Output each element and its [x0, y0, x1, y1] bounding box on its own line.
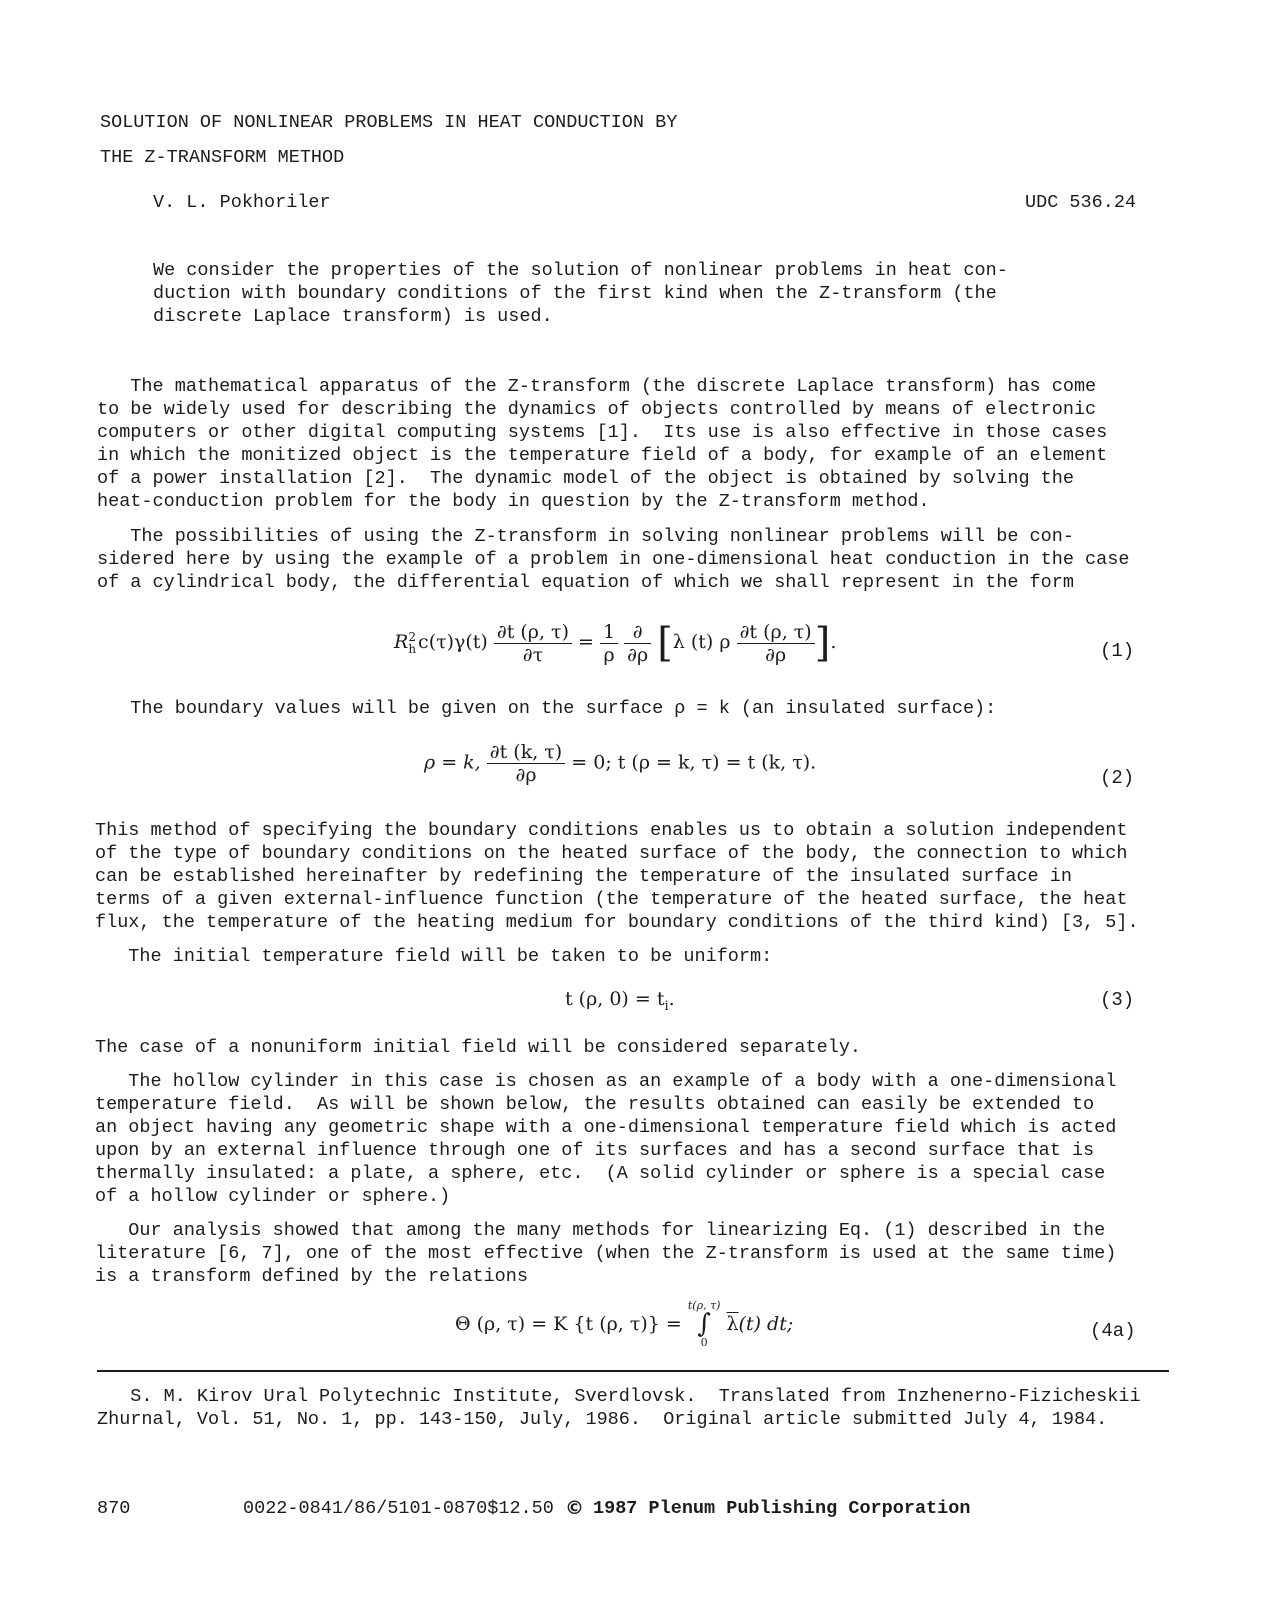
text-line: The possibilities of using the Z-transform in solving nonlinear problems will be con- [97, 526, 1074, 547]
integral-sign: ∫ [697, 1309, 711, 1339]
text-line: terms of a given external-influence function (the temperature of the heated surface, the heat [95, 889, 1128, 910]
eq4a-lambda: $\overline{\lambda}$ [726, 1313, 739, 1335]
text-line: Our analysis showed that among the many methods for linearizing Eq. (1) described in the [95, 1220, 1106, 1241]
eq1-left-bracket: [ [657, 620, 673, 666]
eq1-fraction-1: $\frac{\partial t (\rho, \tau)}{\partial\tau}$ [494, 621, 572, 666]
text-line: This method of specifying the boundary conditions enables us to obtain a solution independent [95, 820, 1128, 841]
text-line: an object having any geometric shape with a one-dimensional temperature field which is acted [95, 1117, 1117, 1138]
eq4a-integral [688, 1300, 721, 1348]
page-number: 870 [97, 1498, 131, 1519]
text-line: upon by an external influence through one of its surfaces and has a second surface that is [95, 1140, 1095, 1161]
eq2-part-2: = 0; t (ρ = k, τ) = t (k, τ). [571, 751, 817, 774]
eq4a-left: Θ (ρ, τ) = K {t (ρ, τ)} = [455, 1313, 682, 1335]
eq1-equals: = [578, 631, 594, 653]
footnote-line: Zhurnal, Vol. 51, No. 1, pp. 143-150, July, 1986. Original article submitted July 4, 1984. [97, 1409, 1108, 1430]
text-line: The boundary values will be given on the surface ρ = k (an insulated surface): [97, 698, 997, 719]
equation-1-number: (1) [1100, 640, 1135, 662]
copyright-icon: © [565, 1497, 584, 1519]
abstract-line: duction with boundary conditions of the first kind when the Z-transform (the [153, 283, 997, 304]
text-line: temperature field. As will be shown below, the results obtained can easily be extended to [95, 1094, 1095, 1115]
eq4a-after: (t) dt; [738, 1313, 794, 1335]
footnote-rule [97, 1370, 1169, 1372]
title-line-1: SOLUTION OF NONLINEAR PROBLEMS IN HEAT CONDUCTION BY [100, 112, 678, 133]
eq2-fraction: $\frac{\partial t (k, \tau)}{\partial\rho}$ [487, 741, 565, 786]
eq1-sup: 2 [408, 630, 416, 644]
eq1-fraction-4: $\frac{\partial t (\rho, \tau)}{\partial\rho}$ [737, 621, 815, 666]
udc-code: UDC 536.24 [1025, 192, 1137, 213]
text-line: of a power installation [2]. The dynamic model of the object is obtained by solving the [97, 468, 1074, 489]
text-line: of a cylindrical body, the differential equation of which we shall represent in the form [97, 572, 1074, 593]
text-line: is a transform defined by the relations [95, 1266, 528, 1287]
text-line: of the type of boundary conditions on the heated surface of the body, the connection to which [95, 843, 1128, 864]
text-line: The mathematical apparatus of the Z-transform (the discrete Laplace transform) has come [97, 376, 1097, 397]
eq1-R: R [394, 631, 409, 653]
text-line: of a hollow cylinder or sphere.) [95, 1186, 451, 1207]
eq1-inner: λ (t) ρ [672, 631, 731, 653]
text-line: flux, the temperature of the heating medium for boundary conditions of the third kind) [3, 5]. [95, 912, 1139, 933]
eq4a-lower-limit: 0 [700, 1336, 708, 1349]
text-line: can be established hereinafter by redefining the temperature of the insulated surface in [95, 866, 1072, 887]
eq3-sub: i [664, 998, 669, 1014]
eq2-part-1: ρ = k, [424, 751, 481, 774]
text-line: literature [6, 7], one of the most effective (when the Z-transform is used at the same time) [95, 1243, 1117, 1264]
author: V. L. Pokhoriler [153, 192, 331, 213]
equation-3 [565, 988, 675, 1014]
equation-3-number: (3) [1100, 989, 1135, 1011]
article-code: 0022-0841/86/5101-0870$12.50 [243, 1498, 554, 1519]
equation-4a [455, 1300, 793, 1348]
abstract-line: We consider the properties of the solution of nonlinear problems in heat con- [153, 260, 1008, 281]
eq3-period: . [668, 988, 675, 1010]
eq1-mid: c(τ)γ(t) [418, 631, 488, 653]
eq1-right-bracket: ] [814, 620, 831, 666]
eq4a-upper-limit: t(ρ, τ) [687, 1299, 721, 1312]
equation-1 [394, 620, 836, 666]
equation-2-number: (2) [1100, 767, 1135, 789]
text-line: sidered here by using the example of a problem in one-dimensional heat conduction in the case [97, 549, 1130, 570]
eq1-fraction-3: $\frac{\partial}{\partial\rho}$ [624, 621, 651, 666]
eq3-text: t (ρ, 0) = t [565, 988, 665, 1010]
eq1-sub: h [408, 642, 417, 656]
text-line: The initial temperature field will be taken to be uniform: [95, 946, 773, 967]
eq1-period: . [830, 631, 837, 653]
text-line: The hollow cylinder in this case is chosen as an example of a body with a one-dimensional [95, 1071, 1117, 1092]
text-line: thermally insulated: a plate, a sphere, etc. (A solid cylinder or sphere is a special case [95, 1163, 1106, 1184]
equation-2 [424, 741, 816, 786]
text-line: computers or other digital computing systems [1]. Its use is also effective in those cases [97, 422, 1108, 443]
equation-4a-number: (4a) [1090, 1320, 1136, 1342]
text-line: in which the monitized object is the temperature field of a body, for example of an element [97, 445, 1108, 466]
text-line: to be widely used for describing the dynamics of objects controlled by means of electronic [97, 399, 1097, 420]
abstract-line: discrete Laplace transform) is used. [153, 306, 553, 327]
text-line: The case of a nonuniform initial field will be considered separately. [95, 1037, 862, 1058]
publisher: 1987 Plenum Publishing Corporation [593, 1498, 971, 1519]
eq1-fraction-2: $\frac{1}{\rho}$ [600, 621, 618, 666]
text-line: heat-conduction problem for the body in question by the Z-transform method. [97, 491, 930, 512]
title-line-2: THE Z-TRANSFORM METHOD [100, 147, 345, 168]
footnote-line: S. M. Kirov Ural Polytechnic Institute, Sverdlovsk. Translated from Inzhenerno-Fizicheskii [97, 1386, 1141, 1407]
